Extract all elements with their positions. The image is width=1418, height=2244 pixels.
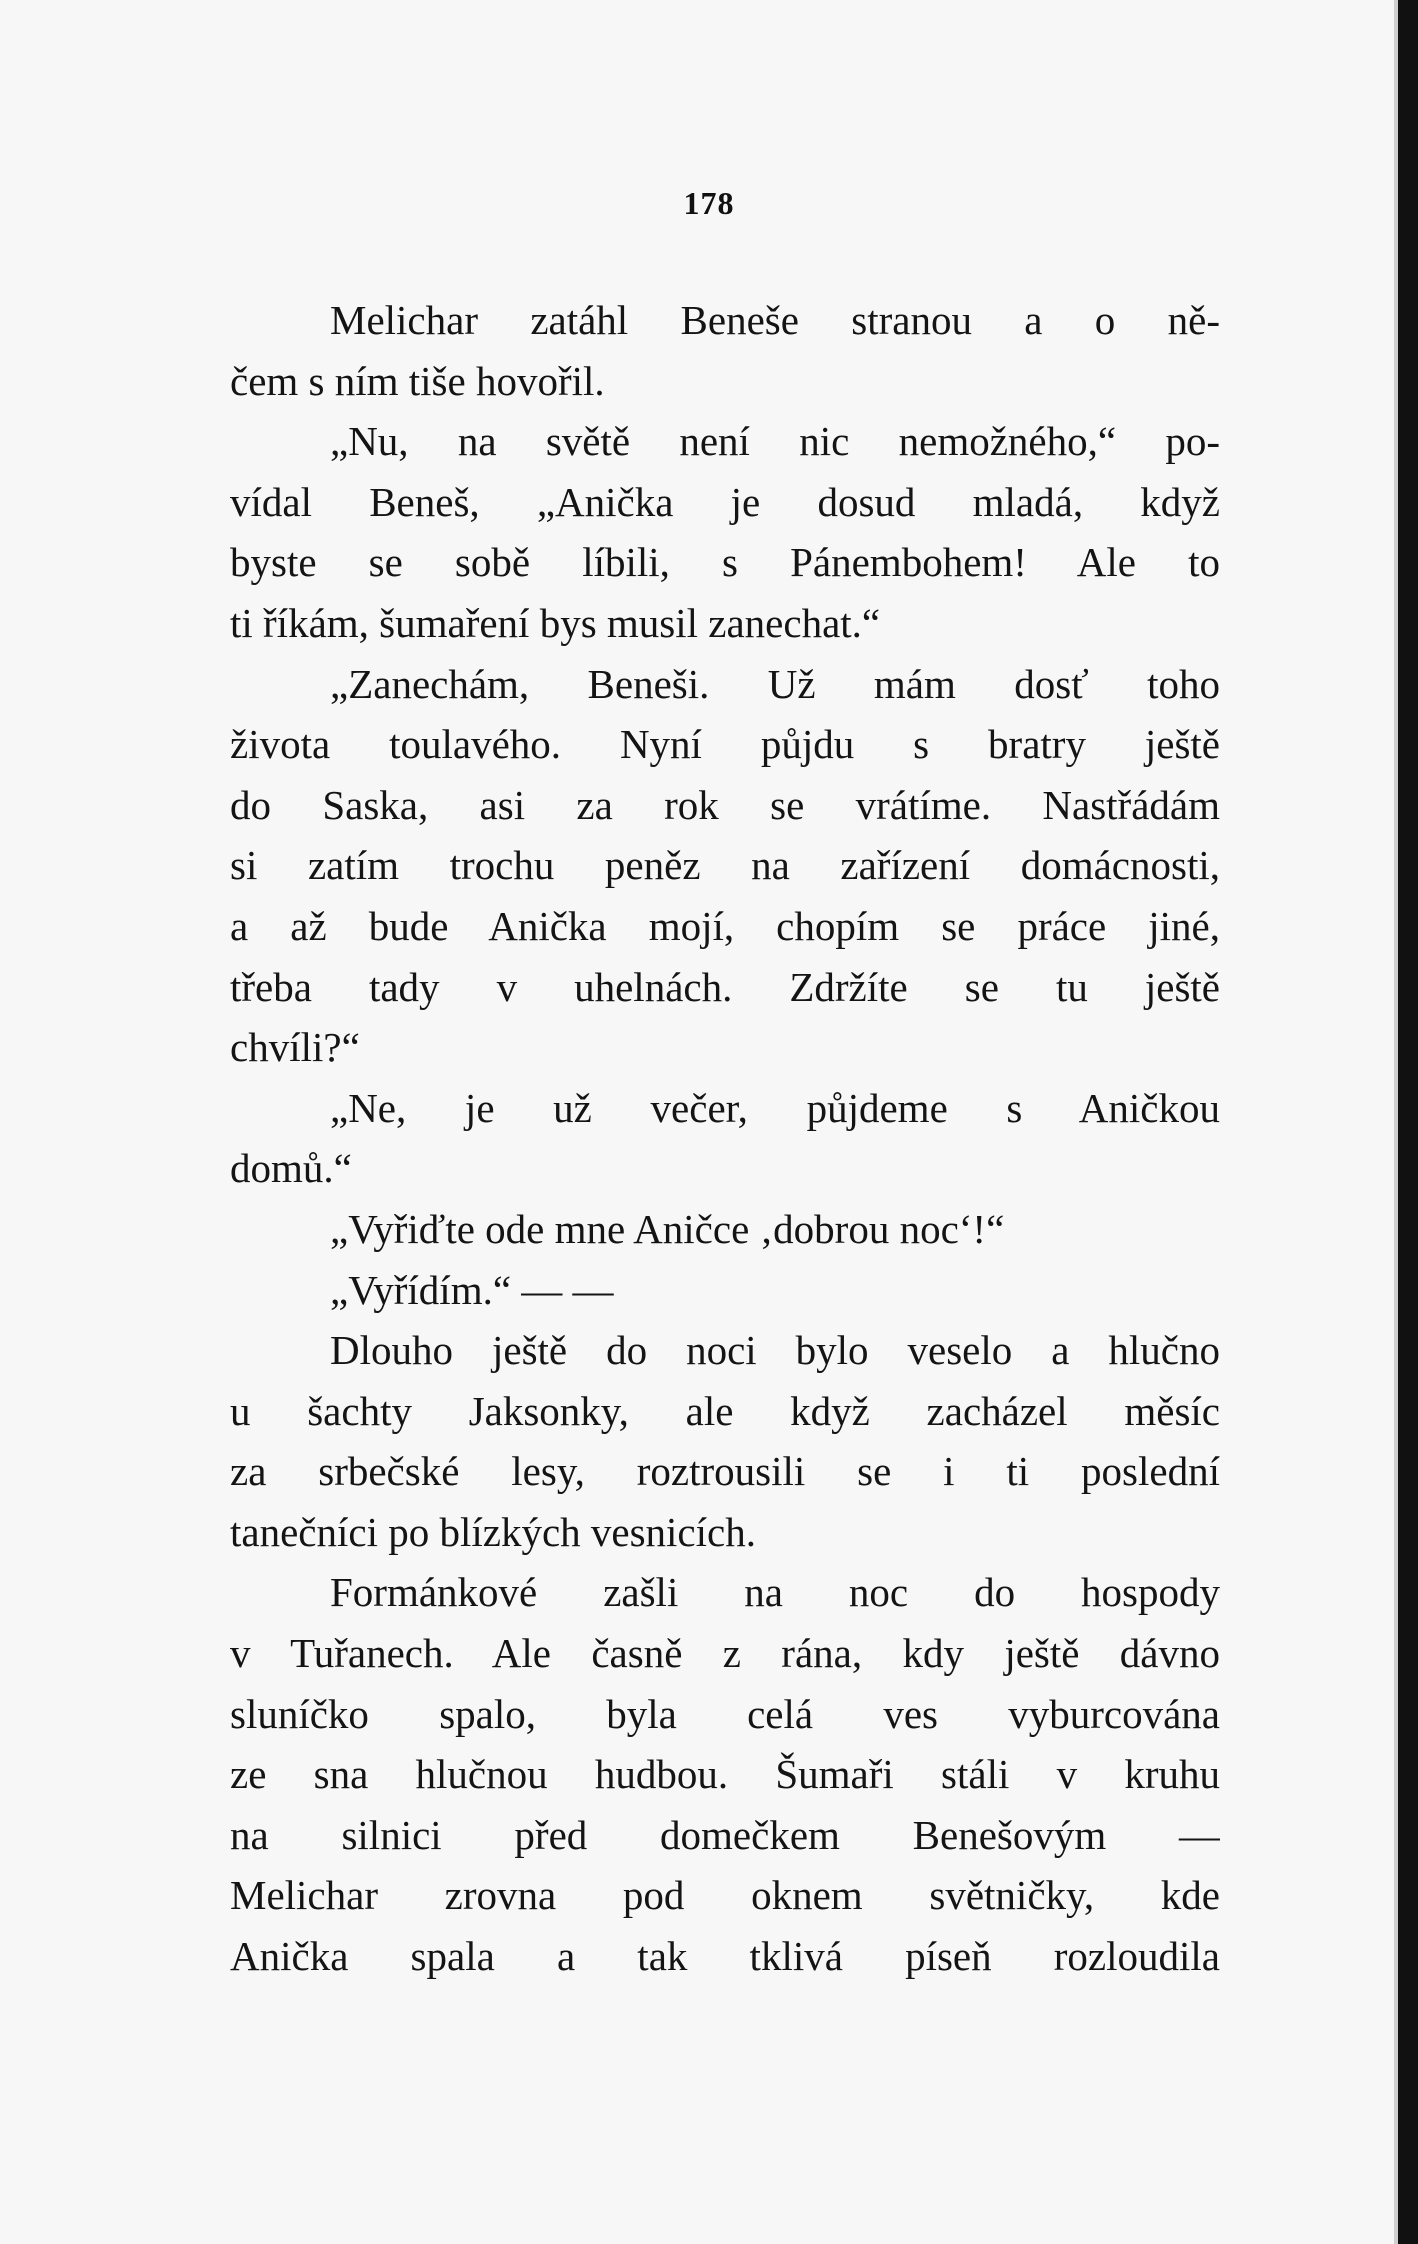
text-line: byste se sobě líbili, s Pánembohem! Ale to bbox=[230, 539, 1220, 586]
text-line: třeba tady v uhelnách. Zdržíte se tu ještě bbox=[230, 963, 1220, 1010]
text-line: „Vyřídím.“ — — bbox=[330, 1266, 614, 1313]
text-line: ze sna hlučnou hudbou. Šumaři stáli v kruhu bbox=[230, 1751, 1220, 1798]
text-line: chvíli?“ bbox=[230, 1024, 360, 1071]
body-text bbox=[230, 290, 1220, 1987]
text-line: Formánkové zašli na noc do hospody bbox=[330, 1569, 1220, 1616]
text-line: „Vyřiďte ode mne Aničce ‚dobrou noc‘!“ bbox=[330, 1205, 1005, 1252]
text-line: vídal Beneš, „Anička je dosud mladá, když bbox=[230, 478, 1220, 525]
text-line: „Ne, je už večer, půjdeme s Aničkou bbox=[330, 1084, 1220, 1131]
text-line: života toulavého. Nyní půjdu s bratry ještě bbox=[230, 721, 1220, 768]
text-line: u šachty Jaksonky, ale když zacházel měsíc bbox=[230, 1387, 1220, 1434]
text-line: Anička spala a tak tklivá píseň rozloudila bbox=[230, 1933, 1220, 1980]
text-line: a až bude Anička mojí, chopím se práce jiné, bbox=[230, 902, 1220, 949]
text-line: na silnici před domečkem Benešovým — bbox=[230, 1811, 1220, 1858]
text-line: Melichar zrovna pod oknem světničky, kde bbox=[230, 1872, 1220, 1919]
text-line: si zatím trochu peněz na zařízení domácnosti, bbox=[230, 842, 1220, 889]
text-line: „Zanechám, Beneši. Už mám dosť toho bbox=[330, 660, 1220, 707]
text-line: čem s ním tiše hovořil. bbox=[230, 357, 605, 404]
text-line: tanečníci po blízkých vesnicích. bbox=[230, 1508, 756, 1555]
text-line: v Tuřanech. Ale časně z rána, kdy ještě dávno bbox=[230, 1630, 1220, 1677]
text-line: Melichar zatáhl Beneše stranou a o ně- bbox=[330, 297, 1220, 343]
text-line: za srbečské lesy, roztrousili se i ti poslední bbox=[230, 1448, 1220, 1495]
text-line: do Saska, asi za rok se vrátíme. Nastřádám bbox=[230, 781, 1220, 828]
text-line: sluníčko spalo, byla celá ves vyburcována bbox=[230, 1690, 1220, 1737]
text-line: „Nu, na světě není nic nemožného,“ po- bbox=[330, 418, 1220, 465]
text-line: ti říkám, šumaření bys musil zanechat.“ bbox=[230, 599, 881, 646]
scan-edge bbox=[1398, 0, 1418, 2244]
page-number: 178 bbox=[683, 185, 735, 221]
text-line: domů.“ bbox=[230, 1145, 352, 1192]
text-line: Dlouho ještě do noci bylo veselo a hlučno bbox=[330, 1327, 1220, 1374]
